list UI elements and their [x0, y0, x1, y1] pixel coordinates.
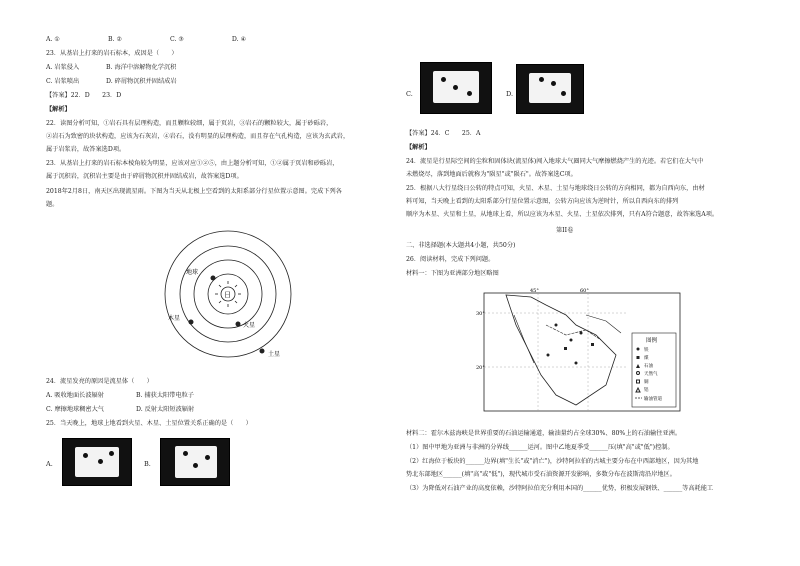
latitude-label-1: 30° [476, 311, 485, 317]
explanation-24-line1: 24．流星是行星际空间的尘粒和固体块(流星体)闯入地球大气圈同大气摩擦燃烧产生的光迹。若它们在大气中 [406, 158, 704, 165]
part-two-heading: 二、非选择题(本大题共4小题，共50分) [406, 242, 516, 249]
asia-region-map [476, 285, 686, 417]
analysis-heading: 【解析】 [46, 106, 71, 113]
earth-dot [211, 276, 216, 281]
saturn-dot [260, 349, 265, 354]
legend-item-iron: 铁 [644, 348, 649, 353]
question-23: 23．从基岩上打来的岩石标本，成因是（ ） [46, 50, 178, 57]
explanation-25-line3: 顺序为木星、火星和土星，从地球上看，所以应该为木星、火星、土星依次排列，只有A符合题意，故答案选A项。 [406, 211, 719, 218]
option-a: A. ① [46, 36, 60, 43]
legend-item-oil: 石油 [644, 364, 653, 369]
jupiter-label: 木星 [168, 315, 181, 322]
intro-line1: 2018年2月8日，南天区出现流星雨。下图为当天从北极上空看到的太阳系部分行星位置示意图。完成下列各 [46, 188, 342, 195]
latitude-label-2: 20° [476, 365, 485, 371]
q23-options-row2 [46, 78, 177, 86]
intro-line2: 题。 [46, 201, 59, 208]
legend-item-gas: 天然气 [644, 372, 658, 377]
image-label-b: B. [144, 460, 151, 468]
explanation-22-line3: 属于岩浆岩，故答案选D项。 [46, 146, 126, 153]
subquestion-2-line2: 势北东部地区______(填"高"或"低")，现代城市受石油资源开发影响，多数分布在波斯湾沿岸地区。 [406, 471, 676, 478]
mars-dot [236, 322, 241, 327]
option-b: B. 捕获太阳带电粒子 [135, 392, 194, 399]
analysis-heading: 【解析】 [406, 144, 431, 151]
explanation-22-line1: 22．读图分析可知，①岩石具有层理构造，而且颗粒较细，属于页岩，③岩石的颗粒较大，属于砂砾岩， [46, 120, 333, 127]
explanation-24-line2: 未燃烧尽，落到地面后就称为"陨星"或"陨石"。故答案选C项。 [406, 171, 577, 178]
subquestion-3: （3）为降低对石油产业的高度依赖，沙特阿拉伯充分利用本国的______优势，积极发展钢铁、______等高耗能工 [406, 485, 714, 492]
explanation-25-line1: 25．根据八大行星绕日公转的特点可知，火星、木星、土星与地球绕日公转的方向相同，都为自西向东，由材 [406, 185, 705, 192]
legend-item-pipeline: 输油管道 [644, 397, 662, 402]
section-title: 第II卷 [556, 227, 574, 234]
earth-label: 地球 [186, 269, 199, 276]
option-d: D. ④ [231, 36, 247, 43]
option-d: D. 碎屑物沉积并固结成岩 [105, 78, 177, 85]
option-a: A. 吸收地面长波辐射 [46, 392, 104, 399]
option-c: C. 摩擦地球稠密大气 [46, 406, 104, 413]
saturn-label: 土星 [268, 351, 281, 358]
longitude-label-1: 45° [530, 288, 539, 294]
image-label-a: A. [46, 460, 53, 468]
image-label-d: D. [506, 90, 514, 98]
explanation-23-line2: 属于沉积岩，沉积岩主要是由于碎屑物沉积并固结成岩，故答案选D项。 [46, 173, 243, 180]
sky-image-b [160, 438, 230, 486]
q22-options [46, 36, 292, 44]
sky-image-a [62, 438, 132, 486]
legend-item-coal: 煤 [644, 356, 649, 361]
subquestion-1: （1）图中甲地为亚洲与非洲的分界线______运河。图中乙地夏季受______压(填"高"或"低")控制。 [406, 444, 674, 451]
answer-24-25: 【答案】24．C 25．A [406, 130, 481, 137]
option-c: C. ③ [169, 36, 184, 43]
answer-22-23: 【答案】22．D 23．D [46, 92, 122, 99]
q24-options-row2 [46, 406, 196, 414]
explanation-22-line2: ②岩石为致密的块状构造，应该为石灰岩，④岩石，没有明显的层理构造，而且存在气孔构造，应该为玄武岩， [46, 133, 350, 140]
mars-label: 火星 [243, 322, 256, 329]
material-1: 材料一：下图为亚洲部分地区略图 [406, 270, 499, 277]
subquestion-2-line1: （2）红海位于板块的______边界(填"生长"或"消亡")，沙特阿拉伯的古城主要分布在中西部地区，因为其地 [406, 458, 699, 465]
option-b: B. ② [107, 36, 122, 43]
question-26: 26．阅读材料，完成下列问题。 [406, 256, 495, 263]
material-2: 材料二：霍尔木兹海峡是世界重要的石油运输通道，输油量约占全球30%、80%上的石油输往亚洲。 [406, 430, 682, 437]
image-label-c: C. [406, 90, 413, 98]
explanation-25-line2: 料可知，当天晚上看到的太阳系部分行星位置示意图，公转方向应该为逆时针，所以自西向东的排列 [406, 198, 679, 205]
q24-options-row1 [46, 392, 196, 400]
solar-system-diagram [158, 226, 308, 376]
sky-image-d [516, 64, 584, 114]
option-b: B. 海洋中溶解物化学沉积 [105, 64, 177, 71]
sky-image-c [420, 62, 492, 114]
option-d: D. 反射太阳短波辐射 [135, 406, 195, 413]
q23-options-row1 [46, 64, 176, 72]
jupiter-dot [189, 320, 194, 325]
sun-label: 日 [224, 291, 231, 299]
option-c: C. 岩浆喷出 [46, 78, 80, 85]
legend-title: 图例 [646, 338, 658, 344]
legend-item-copper: 铜 [644, 380, 649, 385]
longitude-label-2: 60° [580, 288, 589, 294]
question-24: 24．流星发亮的原因是流星体（ ） [46, 378, 153, 385]
option-a: A. 岩浆侵入 [46, 64, 80, 71]
explanation-23-line1: 23．从基岩上打来的岩石标本棱角较为明显，应该对应①②⑤，由上题分析可知，①②属于页岩和砂砾岩， [46, 160, 339, 167]
question-25: 25．当天晚上，地球上地看到火星、木星、土星位置关系正确的是（ ） [46, 420, 252, 427]
legend-item-aluminum: 铝 [644, 388, 649, 393]
